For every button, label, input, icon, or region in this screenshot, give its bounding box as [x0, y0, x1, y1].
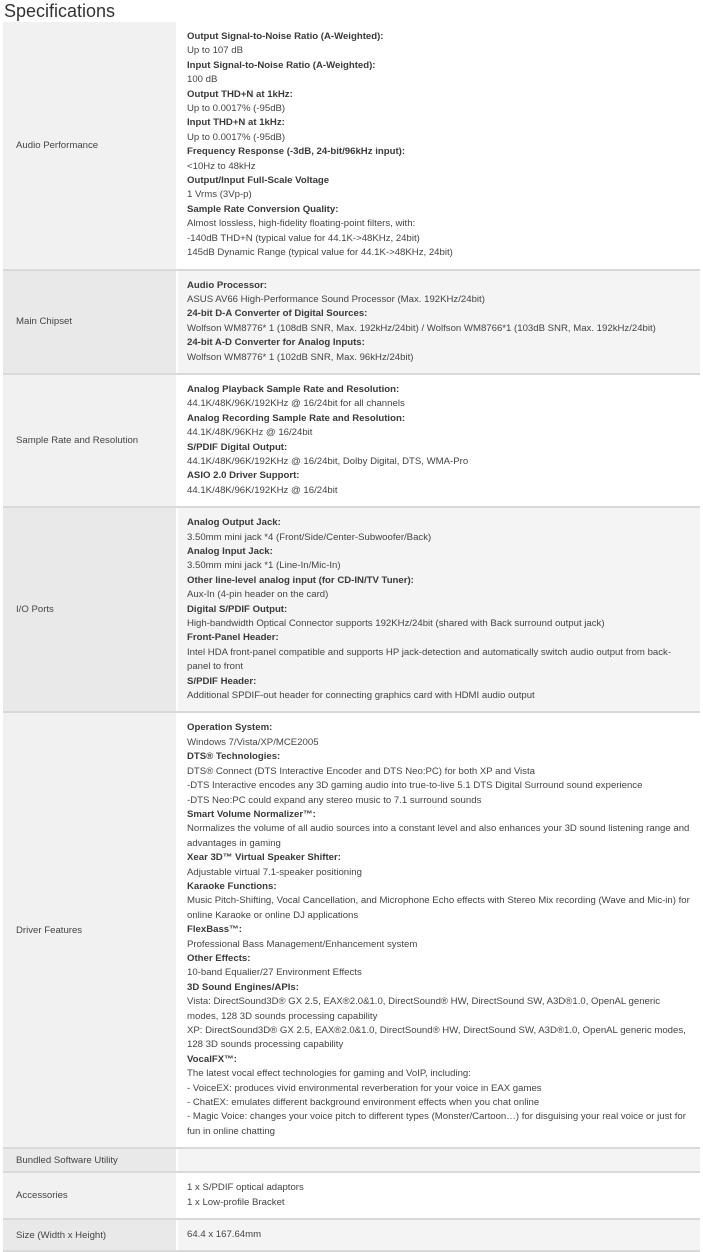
- spec-text: -DTS Interactive encodes any 3D gaming audio into true-to-live 5.1 DTS Digital Surround sound experience: [187, 780, 643, 792]
- spec-heading: Input Signal-to-Noise Ratio (A-Weighted):: [187, 59, 376, 71]
- spec-text: Windows 7/Vista/XP/MCE2005: [187, 736, 319, 748]
- spec-heading: Output Signal-to-Noise Ratio (A-Weighted):: [187, 31, 384, 42]
- spec-text: Music Pitch-Shifting, Vocal Cancellation, and Microphone Echo effects with Stereo Mix recording (Wave and Mic-in) for online Karaoke or online DJ applications: [187, 895, 690, 921]
- spec-text: Professional Bass Management/Enhancement system: [187, 938, 418, 950]
- spec-text: 10-band Equalier/27 Environment Effects: [187, 967, 362, 979]
- specifications-table-body: [3, 22, 700, 1251]
- spec-heading: Front-Panel Header:: [187, 632, 279, 644]
- spec-text: 3.50mm mini jack *1 (Line-In/Mic-In): [187, 560, 341, 572]
- spec-heading: 3D Sound Engines/APIs:: [187, 981, 299, 993]
- spec-heading: Analog Input Jack:: [187, 546, 273, 557]
- spec-text: High-bandwidth Optical Connector supports 192KHz/24bit (shared with Back surround output jack): [187, 618, 605, 630]
- spec-heading: Input THD+N at 1kHz:: [187, 117, 285, 129]
- spec-text: Additional SPDIF-out header for connecting graphics card with HDMI audio output: [187, 690, 535, 702]
- spec-heading: Operation System:: [187, 722, 273, 734]
- spec-text: -140dB THD+N (typical value for 44.1K->48KHz, 24bit): [187, 232, 420, 244]
- spec-text: - Magic Voice: changes your voice pitch to different types (Monster/Cartoon…) for disguising your real voice or just for fun in online chatting: [187, 1111, 686, 1137]
- spec-value: [177, 1148, 700, 1172]
- spec-text: 44.1K/48K/96K/192KHz @ 16/24bit: [187, 484, 338, 496]
- spec-label: Sample Rate and Resolution: [3, 374, 177, 507]
- spec-heading: FlexBass™:: [187, 924, 242, 936]
- spec-heading: VocalFX™:: [187, 1053, 237, 1065]
- spec-heading: Frequency Response (-3dB, 24-bit/96kHz input):: [187, 146, 406, 158]
- spec-text: XP: DirectSound3D® GX 2.5, EAX®2.0&1.0, DirectSound® HW, DirectSound SW, A3D®1.0, OpenAL generic modes, 128 3D sounds processing capability: [187, 1025, 686, 1051]
- specifications-table: [3, 22, 700, 1252]
- spec-heading: Analog Playback Sample Rate and Resolution:: [187, 383, 400, 395]
- spec-text: Almost lossless, high-fidelity floating-point filters, with:: [187, 218, 416, 230]
- spec-text: The latest vocal effect technologies for gaming and VoIP, including:: [187, 1068, 471, 1080]
- spec-value: [177, 270, 700, 374]
- spec-value: [177, 1219, 700, 1251]
- spec-text: Wolfson WM8776* 1 (108dB SNR, Max. 192kHz/24bit) / Wolfson WM8766*1 (103dB SNR, Max. 192kHz/24bit): [187, 322, 656, 334]
- spec-row: [3, 374, 700, 507]
- spec-heading: ASIO 2.0 Driver Support:: [187, 470, 300, 482]
- spec-row: [3, 1219, 700, 1251]
- spec-value: [177, 374, 700, 507]
- spec-text: -DTS Neo:PC could expand any stereo music to 7.1 surround sounds: [187, 794, 482, 806]
- spec-text: - ChatEX: emulates different background environment effects when you chat online: [187, 1097, 540, 1109]
- spec-text: ASUS AV66 High-Performance Sound Processor (Max. 192KHz/24bit): [187, 293, 485, 305]
- spec-text: 1 x S/PDIF optical adaptors: [187, 1182, 304, 1194]
- spec-text: Wolfson WM8776* 1 (102dB SNR, Max. 96kHz/24bit): [187, 351, 414, 363]
- spec-heading: Digital S/PDIF Output:: [187, 603, 288, 615]
- spec-text: Adjustable virtual 7.1-speaker positioning: [187, 866, 362, 878]
- spec-label: Driver Features: [3, 712, 177, 1148]
- spec-row: [3, 1172, 700, 1219]
- spec-row: [3, 22, 700, 270]
- spec-heading: Audio Processor:: [187, 279, 267, 291]
- spec-label: Audio Performance: [3, 22, 177, 270]
- spec-heading: Other Effects:: [187, 952, 251, 964]
- spec-text: 100 dB: [187, 74, 218, 86]
- spec-label: Size (Width x Height): [3, 1219, 177, 1251]
- spec-label: Main Chipset: [3, 270, 177, 374]
- spec-label: Accessories: [3, 1172, 177, 1219]
- spec-text: Up to 0.0017% (-95dB): [187, 131, 286, 143]
- spec-heading: Xear 3D™ Virtual Speaker Shifter:: [187, 852, 341, 864]
- spec-heading: Smart Volume Normalizer™:: [187, 808, 316, 820]
- spec-heading: Other line-level analog input (for CD-IN/TV Tuner):: [187, 574, 414, 586]
- spec-text: Up to 0.0017% (-95dB): [187, 103, 286, 115]
- spec-text: 44.1K/48K/96K/192KHz @ 16/24bit for all channels: [187, 398, 405, 410]
- spec-text: Aux-In (4-pin header on the card): [187, 589, 329, 601]
- spec-text: <10Hz to 48kHz: [187, 160, 256, 172]
- spec-row: [3, 270, 700, 374]
- spec-text: 44.1K/48K/96KHz @ 16/24bit: [187, 427, 313, 439]
- page-title: Specifications: [4, 1, 116, 21]
- spec-heading: S/PDIF Header:: [187, 675, 257, 687]
- spec-text: 145dB Dynamic Range (typical value for 44.1K->48KHz, 24bit): [187, 247, 453, 259]
- spec-heading: Output/Input Full-Scale Voltage: [187, 175, 330, 187]
- spec-text: Vista: DirectSound3D® GX 2.5, EAX®2.0&1.0, DirectSound® HW, DirectSound SW, A3D®1.0, OpenAL generic modes, 128 3D sounds processing capability: [187, 996, 661, 1022]
- spec-text: 44.1K/48K/96K/192KHz @ 16/24bit, Dolby Digital, DTS, WMA-Pro: [187, 455, 469, 467]
- spec-text: - VoiceEX: produces vivid environmental reverberation for your voice in EAX games: [187, 1082, 542, 1094]
- spec-heading: DTS® Technologies:: [187, 751, 281, 763]
- spec-row: [3, 507, 700, 712]
- spec-value: [177, 1172, 700, 1219]
- spec-heading: Analog Recording Sample Rate and Resolution:: [187, 412, 406, 424]
- spec-heading: Karaoke Functions:: [187, 880, 277, 892]
- spec-label: Bundled Software Utility: [3, 1148, 177, 1172]
- spec-heading: Sample Rate Conversion Quality:: [187, 203, 339, 215]
- spec-heading: Output THD+N at 1kHz:: [187, 88, 293, 100]
- spec-heading: 24-bit D-A Converter of Digital Sources:: [187, 308, 368, 320]
- spec-value: [177, 22, 700, 270]
- spec-text: Up to 107 dB: [187, 45, 244, 57]
- spec-text: Intel HDA front-panel compatible and supports HP jack-detection and automatically switch audio output from back-panel to front: [187, 646, 672, 673]
- spec-value: [177, 712, 700, 1148]
- spec-text: 64.4 x 167.64mm: [187, 1229, 262, 1241]
- spec-heading: S/PDIF Digital Output:: [187, 441, 288, 453]
- spec-heading: Analog Output Jack:: [187, 517, 281, 529]
- spec-label: I/O Ports: [3, 507, 177, 712]
- spec-text: Normalizes the volume of all audio sources into a constant level and also enhances your 3D sound listening range and advantages in gaming: [187, 823, 690, 849]
- spec-text: 3.50mm mini jack *4 (Front/Side/Center-Subwoofer/Back): [187, 531, 432, 543]
- spec-text: 1 Vrms (3Vp-p): [187, 189, 252, 201]
- spec-heading: 24-bit A-D Converter for Analog Inputs:: [187, 337, 365, 349]
- spec-value: [177, 507, 700, 712]
- spec-text: DTS® Connect (DTS Interactive Encoder and DTS Neo:PC) for both XP and Vista: [187, 765, 535, 777]
- spec-row: [3, 712, 700, 1148]
- spec-row: [3, 1148, 700, 1172]
- spec-text: 1 x Low-profile Bracket: [187, 1196, 285, 1208]
